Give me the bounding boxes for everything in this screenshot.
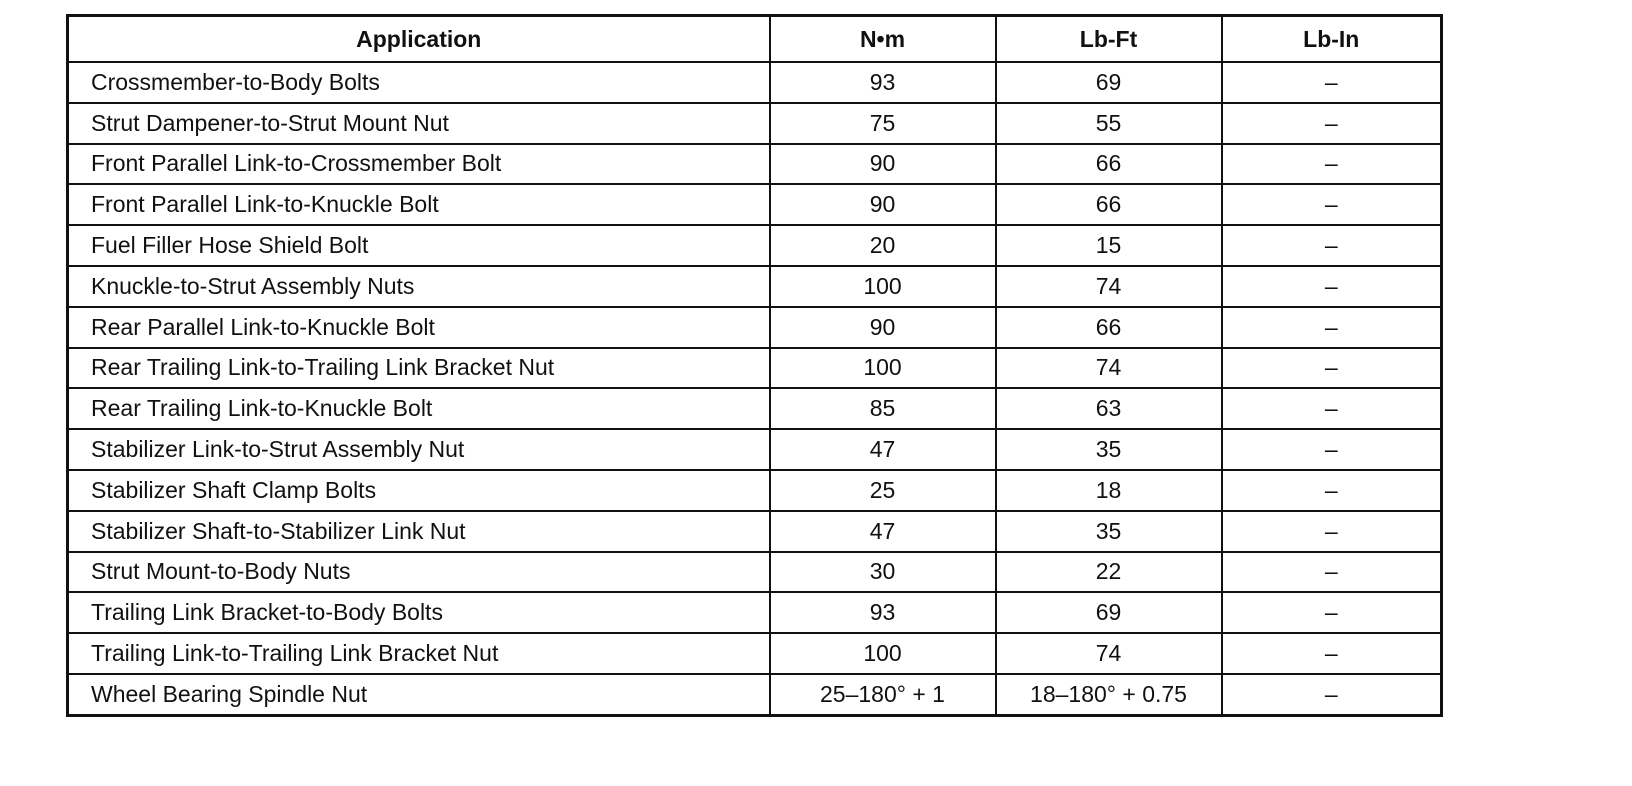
lb-in-cell: – — [1222, 266, 1442, 307]
nm-cell: 75 — [770, 103, 996, 144]
table-row — [68, 266, 1442, 307]
application-cell: Crossmember-to-Body Bolts — [68, 62, 770, 103]
lb-ft-cell: 74 — [996, 633, 1222, 674]
header-nm: N•m — [770, 16, 996, 63]
lb-in-cell: – — [1222, 552, 1442, 593]
lb-in-cell: – — [1222, 470, 1442, 511]
lb-in-cell: – — [1222, 184, 1442, 225]
application-cell: Rear Parallel Link-to-Knuckle Bolt — [68, 307, 770, 348]
table-row — [68, 103, 1442, 144]
lb-in-cell: – — [1222, 633, 1442, 674]
table-row — [68, 184, 1442, 225]
lb-ft-cell: 22 — [996, 552, 1222, 593]
nm-cell: 30 — [770, 552, 996, 593]
lb-ft-cell: 66 — [996, 144, 1222, 185]
application-cell: Fuel Filler Hose Shield Bolt — [68, 225, 770, 266]
nm-cell: 100 — [770, 266, 996, 307]
nm-cell: 90 — [770, 307, 996, 348]
lb-in-cell: – — [1222, 429, 1442, 470]
application-cell: Rear Trailing Link-to-Knuckle Bolt — [68, 388, 770, 429]
table-row — [68, 62, 1442, 103]
table-row — [68, 348, 1442, 389]
application-cell: Rear Trailing Link-to-Trailing Link Bracket Nut — [68, 348, 770, 389]
application-cell: Strut Mount-to-Body Nuts — [68, 552, 770, 593]
nm-cell: 25–180° + 1 — [770, 674, 996, 715]
lb-ft-cell: 66 — [996, 307, 1222, 348]
lb-in-cell: – — [1222, 144, 1442, 185]
table-row — [68, 633, 1442, 674]
table-header — [68, 16, 1442, 63]
lb-ft-cell: 35 — [996, 429, 1222, 470]
lb-in-cell: – — [1222, 674, 1442, 715]
lb-in-cell: – — [1222, 62, 1442, 103]
lb-in-cell: – — [1222, 388, 1442, 429]
lb-ft-cell: 35 — [996, 511, 1222, 552]
lb-ft-cell: 18 — [996, 470, 1222, 511]
application-cell: Wheel Bearing Spindle Nut — [68, 674, 770, 715]
application-cell: Strut Dampener-to-Strut Mount Nut — [68, 103, 770, 144]
lb-ft-cell: 55 — [996, 103, 1222, 144]
table-row — [68, 307, 1442, 348]
nm-cell: 47 — [770, 429, 996, 470]
table-row — [68, 470, 1442, 511]
nm-cell: 85 — [770, 388, 996, 429]
application-cell: Trailing Link Bracket-to-Body Bolts — [68, 592, 770, 633]
lb-in-cell: – — [1222, 225, 1442, 266]
application-cell: Stabilizer Shaft-to-Stabilizer Link Nut — [68, 511, 770, 552]
lb-ft-cell: 15 — [996, 225, 1222, 266]
lb-in-cell: – — [1222, 592, 1442, 633]
lb-ft-cell: 18–180° + 0.75 — [996, 674, 1222, 715]
torque-spec-table — [66, 14, 1443, 717]
lb-in-cell: – — [1222, 307, 1442, 348]
lb-ft-cell: 66 — [996, 184, 1222, 225]
nm-cell: 93 — [770, 592, 996, 633]
nm-cell: 100 — [770, 348, 996, 389]
lb-ft-cell: 69 — [996, 592, 1222, 633]
nm-cell: 47 — [770, 511, 996, 552]
nm-cell: 100 — [770, 633, 996, 674]
table-row — [68, 225, 1442, 266]
nm-cell: 20 — [770, 225, 996, 266]
header-lb-in: Lb-In — [1222, 16, 1442, 63]
table-row — [68, 144, 1442, 185]
header-application: Application — [68, 16, 770, 63]
application-cell: Stabilizer Shaft Clamp Bolts — [68, 470, 770, 511]
nm-cell: 93 — [770, 62, 996, 103]
application-cell: Front Parallel Link-to-Knuckle Bolt — [68, 184, 770, 225]
lb-ft-cell: 74 — [996, 266, 1222, 307]
nm-cell: 90 — [770, 184, 996, 225]
nm-cell: 25 — [770, 470, 996, 511]
table-body — [68, 62, 1442, 715]
lb-in-cell: – — [1222, 348, 1442, 389]
nm-cell: 90 — [770, 144, 996, 185]
lb-ft-cell: 69 — [996, 62, 1222, 103]
lb-in-cell: – — [1222, 511, 1442, 552]
application-cell: Trailing Link-to-Trailing Link Bracket Nut — [68, 633, 770, 674]
lb-in-cell: – — [1222, 103, 1442, 144]
table-row — [68, 511, 1442, 552]
application-cell: Front Parallel Link-to-Crossmember Bolt — [68, 144, 770, 185]
header-row — [68, 16, 1442, 63]
table-row — [68, 388, 1442, 429]
table-row — [68, 552, 1442, 593]
table-row — [68, 592, 1442, 633]
lb-ft-cell: 63 — [996, 388, 1222, 429]
table-row — [68, 429, 1442, 470]
application-cell: Stabilizer Link-to-Strut Assembly Nut — [68, 429, 770, 470]
header-lb-ft: Lb-Ft — [996, 16, 1222, 63]
application-cell: Knuckle-to-Strut Assembly Nuts — [68, 266, 770, 307]
table-row — [68, 674, 1442, 715]
lb-ft-cell: 74 — [996, 348, 1222, 389]
